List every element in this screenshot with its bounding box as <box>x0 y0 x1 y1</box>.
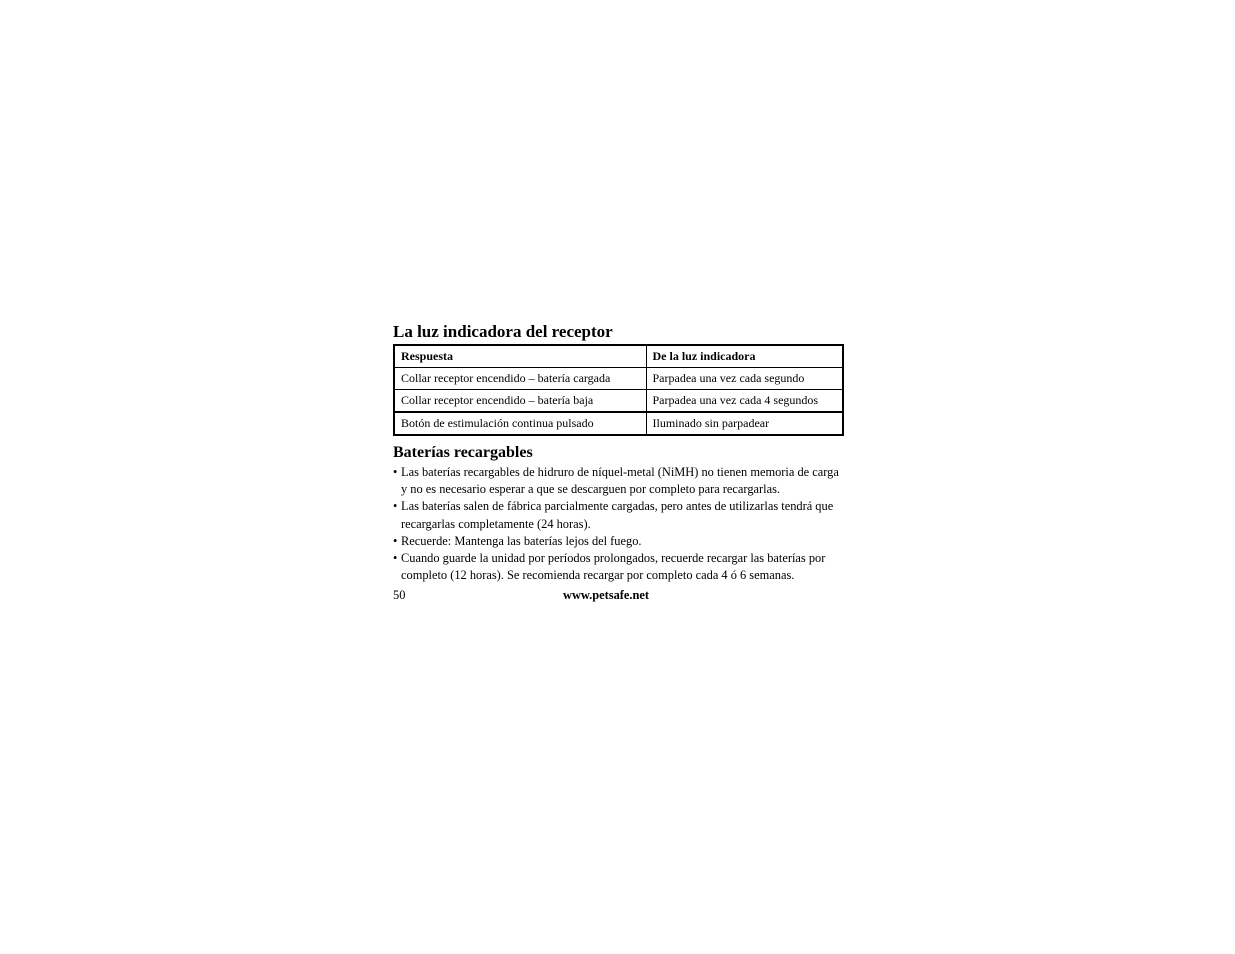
table-cell-luz: Parpadea una vez cada segundo <box>646 368 843 390</box>
bullet-icon: • <box>393 499 398 514</box>
list-item-text: Recuerde: Mantenga las baterías lejos del fuego. <box>401 533 642 548</box>
table-cell-respuesta: Botón de estimulación continua pulsado <box>394 412 646 435</box>
page-footer <box>393 588 842 606</box>
website-url: www.petsafe.net <box>563 588 650 603</box>
bullet-icon: • <box>393 465 398 479</box>
bullet-icon: • <box>393 533 398 548</box>
table-cell-respuesta: Collar receptor encendido – batería cargada <box>394 368 646 390</box>
battery-bullet-list <box>393 464 842 584</box>
list-item <box>393 464 842 498</box>
list-item-text: Las baterías recargables de hidruro de níquel-metal (NiMH) no tienen memoria de carga y no es necesario esperar a que se descarguen por completo para recargarlas. <box>401 465 839 497</box>
battery-section-title: Baterías recargables <box>393 444 533 461</box>
header-luz-indicadora: De la luz indicadora <box>646 345 843 368</box>
table-cell-luz: Parpadea una vez cada 4 segundos <box>646 390 843 413</box>
list-item <box>393 498 842 532</box>
table-header-row <box>394 345 843 368</box>
table-row <box>394 368 843 390</box>
page-content <box>393 322 842 606</box>
table-row <box>394 412 843 435</box>
indicator-section-title: La luz indicadora del receptor <box>393 322 613 341</box>
table-cell-respuesta: Collar receptor encendido – batería baja <box>394 390 646 413</box>
header-respuesta: Respuesta <box>394 345 646 368</box>
table-row <box>394 390 843 413</box>
list-item-text: Las baterías salen de fábrica parcialmente cargadas, pero antes de utilizarlas tendrá que recargarlas completamente (24 horas). <box>401 499 834 531</box>
page-number: 50 <box>393 588 406 603</box>
list-item-text: Cuando guarde la unidad por períodos prolongados, recuerde recargar las baterías por completo (12 horas). Se recomienda recargar por completo cada 4 ó 6 semanas. <box>401 551 826 583</box>
list-item <box>393 550 842 584</box>
indicator-table <box>393 344 844 436</box>
list-item <box>393 533 842 550</box>
table-cell-luz: Iluminado sin parpadear <box>646 412 843 435</box>
bullet-icon: • <box>393 551 398 566</box>
